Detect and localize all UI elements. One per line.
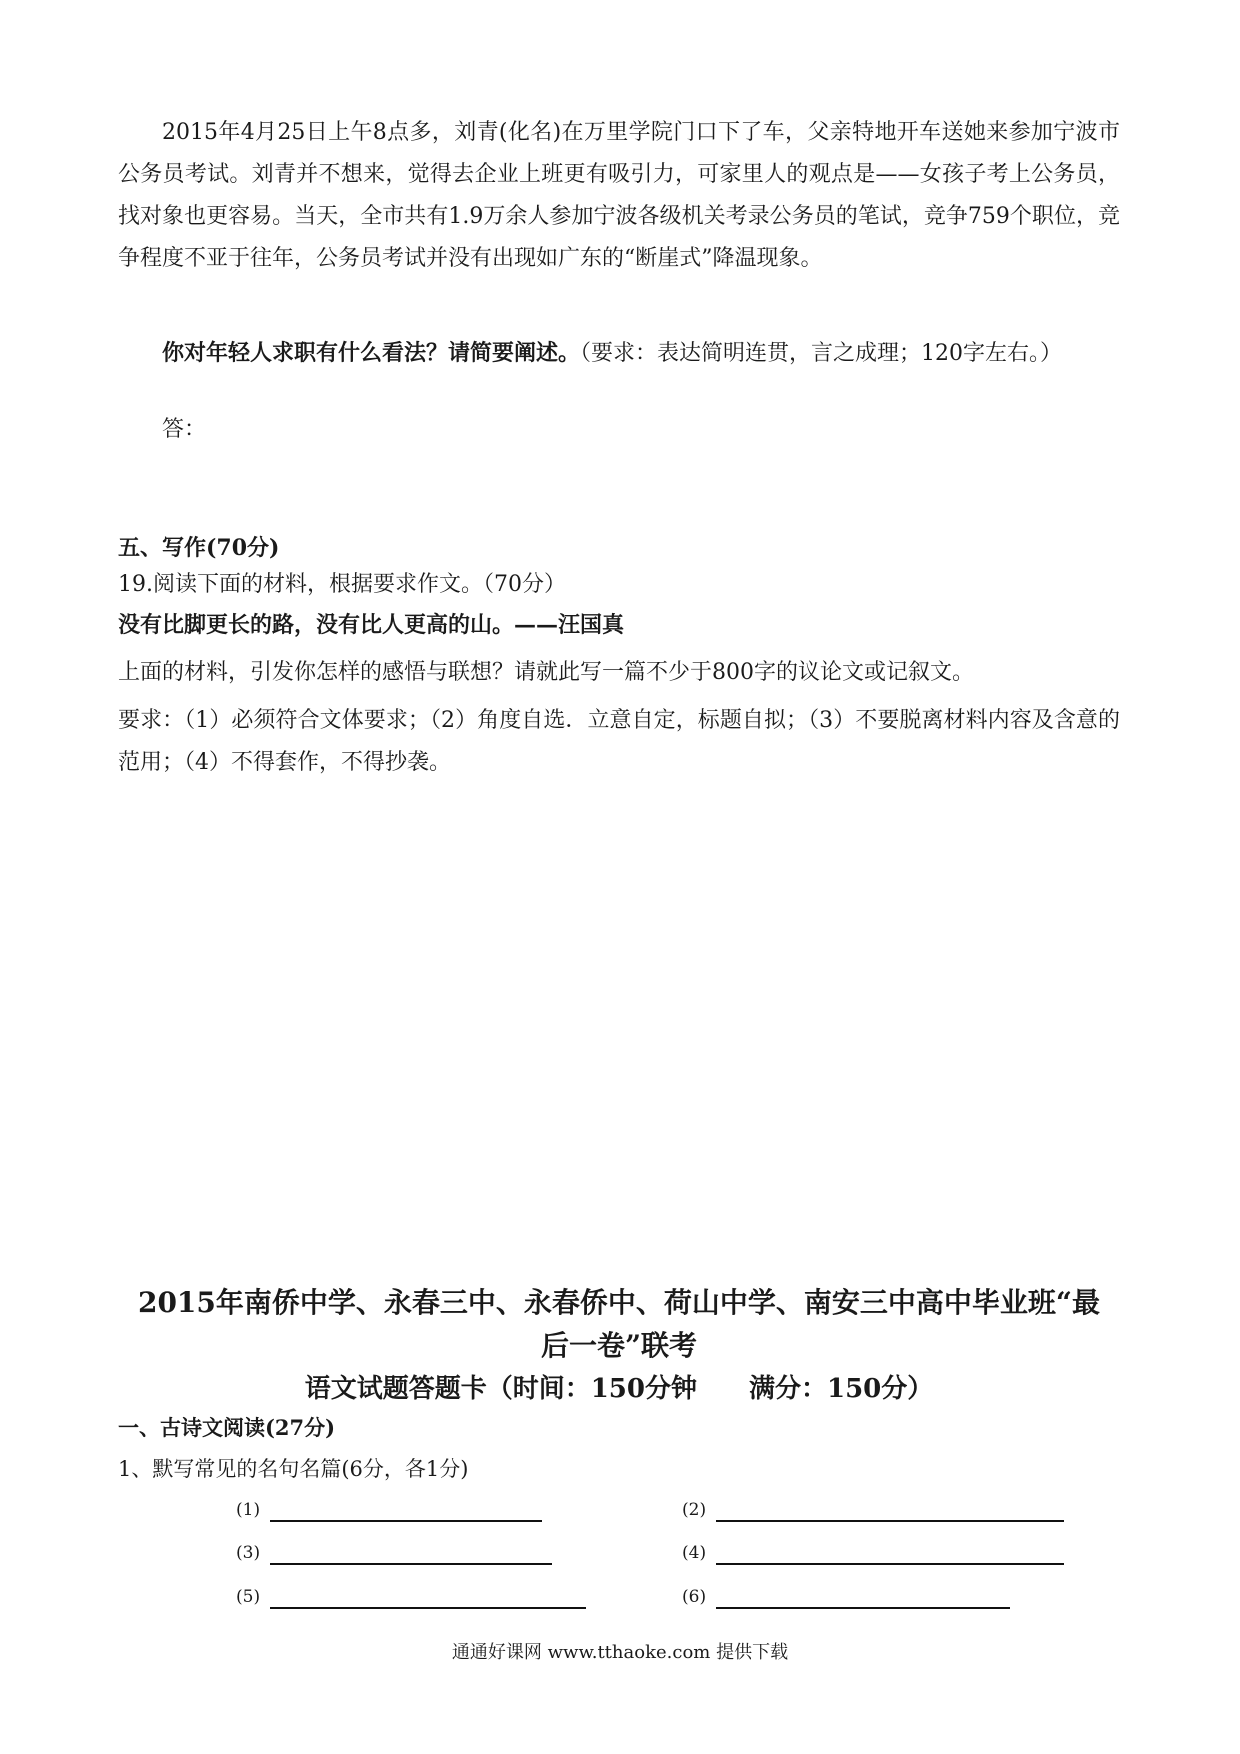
answer-section-title: 一、古诗文阅读(27分): [118, 1415, 336, 1440]
writing-quote: 没有比脚更长的路，没有比人更高的山。——汪国真: [118, 612, 625, 638]
answer-card-title-line1: 2015年南侨中学、永春三中、永春侨中、荷山中学、南安三中高中毕业班“最: [137, 1286, 1101, 1319]
question-prompt: [118, 332, 1120, 375]
writing-section-title: 五、写作(70分): [118, 535, 280, 561]
answer-card-title-line2: 后一卷”联考: [540, 1329, 698, 1362]
blank-label: (6): [682, 1587, 707, 1607]
question-bold-text: 你对年轻人求职有什么看法？请简要阐述。: [162, 340, 581, 366]
blank-label: (1): [236, 1500, 261, 1520]
blank-label: (5): [236, 1587, 261, 1607]
answer-question-1: 1、默写常见的名句名篇(6分，各1分): [118, 1457, 469, 1481]
blank-label: (2): [682, 1500, 707, 1520]
blank-label: (4): [682, 1543, 707, 1563]
writing-prompt: 上面的材料，引发你怎样的感悟与联想？请就此写一篇不少于800字的议论文或记叙文。: [118, 660, 974, 685]
blank-line[interactable]: [270, 1607, 586, 1609]
answer-label: 答：: [162, 417, 207, 442]
blank-line[interactable]: [270, 1563, 552, 1565]
blank-line[interactable]: [270, 1520, 542, 1522]
blank-line[interactable]: [716, 1563, 1064, 1565]
blank-line[interactable]: [716, 1520, 1064, 1522]
question-requirement: （要求：表达简明连贯，言之成理；120字左右。）: [580, 341, 1063, 366]
writing-requirements: 要求：（1）必须符合文体要求；（2）角度自选．立意自定，标题自拟；（3）不要脱离材料内容及含意的范用；（4）不得套作，不得抄袭。: [118, 708, 1120, 775]
blank-label: (3): [236, 1543, 261, 1563]
answer-card-subtitle: 语文试题答题卡（时间：150分钟 满分：150分）: [304, 1374, 934, 1404]
material-paragraph: 2015年4月25日上午8点多，刘青(化名)在万里学院门口下了车，父亲特地开车送她来参加宁波市公务员考试。刘青并不想来，觉得去企业上班更有吸引力，可家里人的观点是——女孩子考上公务员，找对象也更容易。当天，全市共有1.9万余人参加宁波各级机关考录公务员的笔试，竞争759个职位，竞争程度不亚于往年，公务员考试并没有出现如广东的“断崖式”降温现象。: [118, 120, 1120, 271]
writing-question: 19.阅读下面的材料，根据要求作文。（70分）: [118, 572, 566, 597]
page-footer: 通通好课网 www.tthaoke.com 提供下载: [451, 1642, 789, 1663]
blank-line[interactable]: [716, 1607, 1010, 1609]
